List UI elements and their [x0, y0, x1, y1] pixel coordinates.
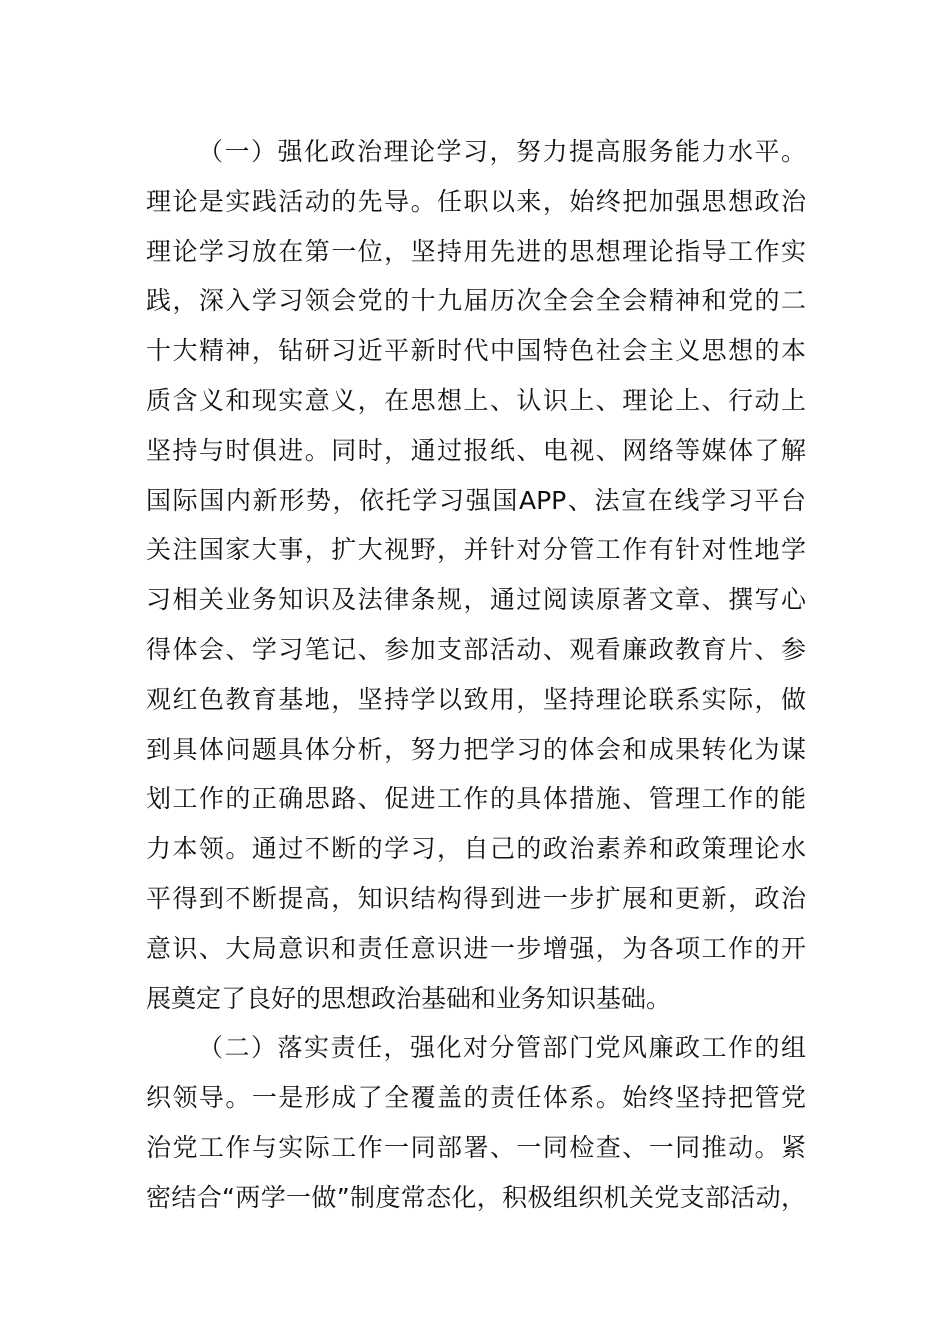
paragraph-1-line-13: 到具体问题具体分析，努力把学习的体会和成果转化为谋	[146, 734, 806, 764]
document-body	[146, 127, 806, 1223]
paragraph-1-line-8: 国际国内新形势，依托学习强国APP、法宣在线学习平台	[146, 485, 806, 515]
paragraph-1-line-3: 理论学习放在第一位，坚持用先进的思想理论指导工作实	[146, 236, 806, 266]
paragraph-1-line-6: 质含义和现实意义，在思想上、认识上、理论上、行动上	[146, 385, 806, 415]
paragraph-1-line-5: 十大精神，钻研习近平新时代中国特色社会主义思想的本	[146, 336, 806, 366]
paragraph-1-line-2: 理论是实践活动的先导。任职以来，始终把加强思想政治	[146, 186, 806, 216]
paragraph-2-line-1: （二）落实责任，强化对分管部门党风廉政工作的组	[198, 1033, 806, 1063]
paragraph-1-line-16: 平得到不断提高，知识结构得到进一步扩展和更新，政治	[146, 883, 806, 913]
paragraph-1-line-15: 力本领。通过不断的学习，自己的政治素养和政策理论水	[146, 834, 806, 864]
paragraph-2-line-4: 密结合“两学一做”制度常态化，积极组织机关党支部活动，	[146, 1182, 806, 1212]
paragraph-2-line-3: 治党工作与实际工作一同部署、一同检查、一同推动。紧	[146, 1132, 806, 1162]
paragraph-1-line-10: 习相关业务知识及法律条规，通过阅读原著文章、撰写心	[146, 585, 806, 615]
paragraph-1-line-18: 展奠定了良好的思想政治基础和业务知识基础。	[146, 983, 672, 1013]
paragraph-1-line-7: 坚持与时俱进。同时，通过报纸、电视、网络等媒体了解	[146, 435, 806, 465]
paragraph-1-line-14: 划工作的正确思路、促进工作的具体措施、管理工作的能	[146, 784, 806, 814]
paragraph-1-line-17: 意识、大局意识和责任意识进一步增强，为各项工作的开	[146, 933, 806, 963]
paragraph-2-line-2: 织领导。一是形成了全覆盖的责任体系。始终坚持把管党	[146, 1083, 806, 1113]
paragraph-1-line-9: 关注国家大事，扩大视野，并针对分管工作有针对性地学	[146, 535, 806, 565]
paragraph-1-line-1: （一）强化政治理论学习，努力提高服务能力水平。	[198, 137, 806, 166]
paragraph-1-line-11: 得体会、学习笔记、参加支部活动、观看廉政教育片、参	[146, 634, 806, 664]
paragraph-1-line-4: 践，深入学习领会党的十九届历次全会全会精神和党的二	[146, 286, 806, 316]
paragraph-1-line-12: 观红色教育基地，坚持学以致用，坚持理论联系实际，做	[146, 684, 806, 714]
